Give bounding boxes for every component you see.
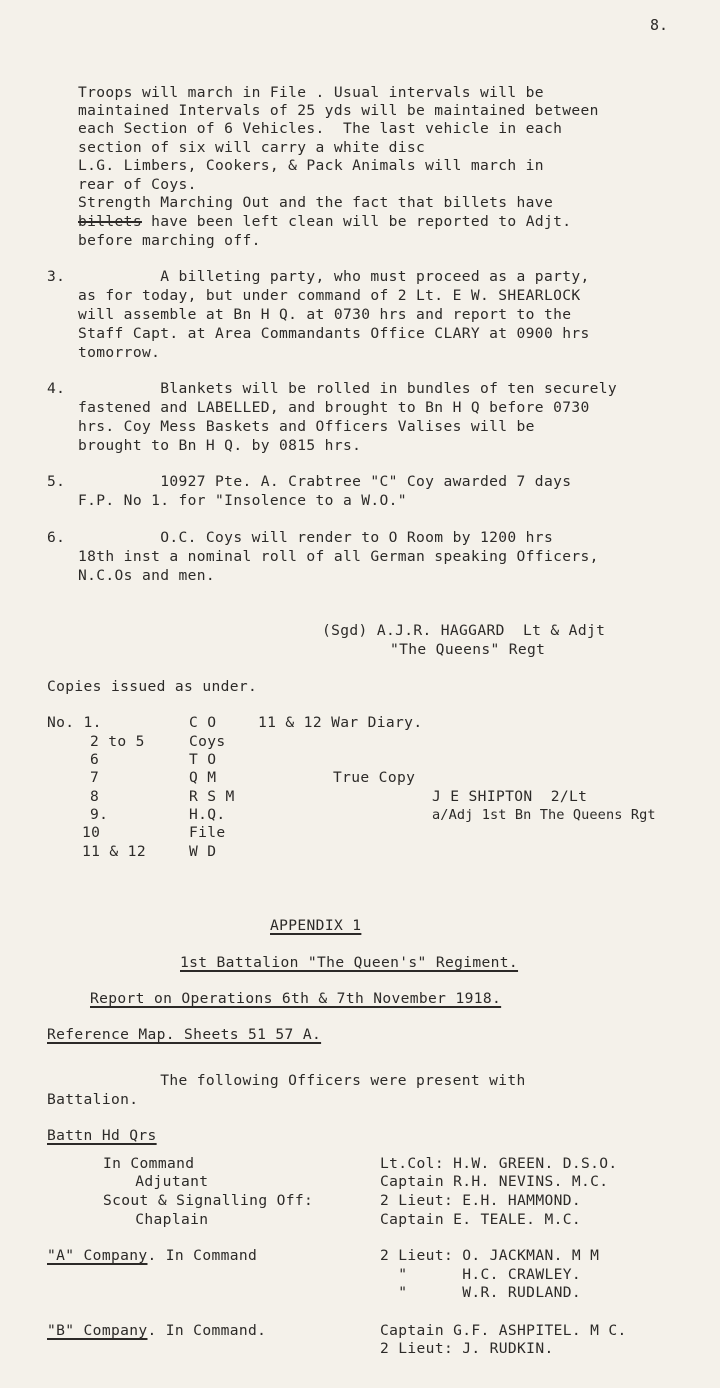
officer-name: 2 Lieut: O. JACKMAN. M M	[380, 1247, 600, 1264]
copy-no: No. 1.	[47, 714, 102, 731]
b-company-label: "B" Company	[47, 1322, 148, 1339]
para-line: fastened and LABELLED, and brought to Bn H Q before 0730	[78, 399, 590, 416]
true-copy-label: True Copy	[333, 769, 416, 786]
officer-name: Captain R.H. NEVINS. M.C.	[380, 1173, 609, 1190]
officer-role: Scout & Signalling Off:	[103, 1192, 314, 1209]
battn-hq-heading: Battn Hd Qrs	[47, 1127, 157, 1144]
true-copy-rank: a/Adj 1st Bn The Queens Rgt	[432, 807, 656, 823]
intro-line: before marching off.	[78, 232, 261, 249]
intro-line: each Section of 6 Vehicles. The last vehicle in each	[78, 120, 563, 137]
a-company-line	[47, 1247, 257, 1265]
copy-extra: 11 & 12 War Diary.	[258, 714, 423, 731]
copy-recipient: Coys	[189, 733, 226, 750]
officer-role: Adjutant	[117, 1173, 209, 1190]
intro-line-8	[78, 213, 571, 231]
copy-no: 9.	[90, 806, 109, 823]
intro-line: Troops will march in File . Usual intervals will be	[78, 84, 544, 101]
para-line: tomorrow.	[78, 344, 161, 361]
para-line: 10927 Pte. A. Crabtree "C" Coy awarded 7 days	[78, 473, 572, 490]
para-line: F.P. No 1. for "Insolence to a W.O."	[78, 492, 407, 509]
para-line: A billeting party, who must proceed as a party,	[78, 268, 590, 285]
battalion-title: 1st Battalion "The Queen's" Regiment.	[180, 954, 519, 971]
a-company-role: . In Command	[147, 1247, 258, 1264]
officer-name: 2 Lieut: J. RUDKIN.	[380, 1340, 554, 1357]
copy-recipient: R S M	[189, 788, 235, 805]
officer-name: 2 Lieut: E.H. HAMMOND.	[380, 1192, 581, 1209]
officer-role: In Command	[103, 1155, 195, 1172]
officer-name: Lt.Col: H.W. GREEN. D.S.O.	[380, 1155, 618, 1172]
officers-intro-2: Battalion.	[47, 1091, 139, 1108]
signature-regiment: "The Queens" Regt	[390, 641, 546, 658]
officers-intro: The following Officers were present with	[78, 1072, 526, 1089]
officer-name: Captain G.F. ASHPITEL. M C.	[380, 1322, 627, 1339]
officer-name: Captain E. TEALE. M.C.	[380, 1211, 581, 1228]
copy-no: 8	[90, 788, 100, 805]
appendix-title: APPENDIX 1	[270, 917, 362, 934]
copy-no: 10	[82, 824, 101, 841]
copy-recipient: Q M	[189, 769, 217, 786]
intro-line: L.G. Limbers, Cookers, & Pack Animals will march in	[78, 157, 544, 174]
copy-no: 11 & 12	[82, 843, 146, 860]
para-line: Staff Capt. at Area Commandants Office CLARY at 0900 hrs	[78, 325, 590, 342]
para-line: 18th inst a nominal roll of all German speaking Officers,	[78, 548, 599, 565]
copy-recipient: W D	[189, 843, 217, 860]
para-line: brought to Bn H Q. by 0815 hrs.	[78, 437, 362, 454]
b-company-role: . In Command.	[147, 1322, 267, 1339]
officer-name: " H.C. CRAWLEY.	[380, 1266, 581, 1283]
true-copy-signer: J E SHIPTON 2/Lt	[432, 788, 588, 805]
paragraph-number: 5.	[47, 473, 66, 490]
intro-line: Strength Marching Out and the fact that billets have	[78, 194, 554, 211]
copy-recipient: T O	[189, 751, 217, 768]
copy-no: 6	[90, 751, 100, 768]
page-number: 8.	[649, 16, 668, 34]
paragraph-number: 3.	[47, 268, 66, 285]
a-company-label: "A" Company	[47, 1247, 148, 1264]
intro-line: rear of Coys.	[78, 176, 197, 193]
officer-name: " W.R. RUDLAND.	[380, 1284, 581, 1301]
report-title: Report on Operations 6th & 7th November 1918.	[90, 990, 502, 1007]
para-line: Blankets will be rolled in bundles of ten securely	[78, 380, 618, 397]
copy-no: 2 to 5	[90, 733, 145, 750]
paragraph-number: 6.	[47, 529, 66, 546]
officer-role: Chaplain	[117, 1211, 209, 1228]
b-company-line	[47, 1322, 266, 1340]
paragraph-number: 4.	[47, 380, 66, 397]
intro-line: section of six will carry a white disc	[78, 139, 426, 156]
para-line: N.C.Os and men.	[78, 567, 216, 584]
copies-heading: Copies issued as under.	[47, 678, 258, 695]
para-line: will assemble at Bn H Q. at 0730 hrs and report to the	[78, 306, 572, 323]
reference-map: Reference Map. Sheets 51 57 A.	[47, 1026, 322, 1043]
para-line: as for today, but under command of 2 Lt. E W. SHEARLOCK	[78, 287, 581, 304]
intro-line-8-rest: have been left clean will be reported to Adjt.	[141, 213, 572, 230]
signature-line: (Sgd) A.J.R. HAGGARD Lt & Adjt	[322, 622, 606, 639]
copy-recipient: File	[189, 824, 226, 841]
copy-no: 7	[90, 769, 100, 786]
para-line: O.C. Coys will render to O Room by 1200 hrs	[78, 529, 554, 546]
struck-word: billets	[78, 213, 142, 230]
para-line: hrs. Coy Mess Baskets and Officers Valises will be	[78, 418, 535, 435]
copy-recipient: H.Q.	[189, 806, 226, 823]
intro-line: maintained Intervals of 25 yds will be maintained between	[78, 102, 599, 119]
copy-recipient: C O	[189, 714, 217, 731]
